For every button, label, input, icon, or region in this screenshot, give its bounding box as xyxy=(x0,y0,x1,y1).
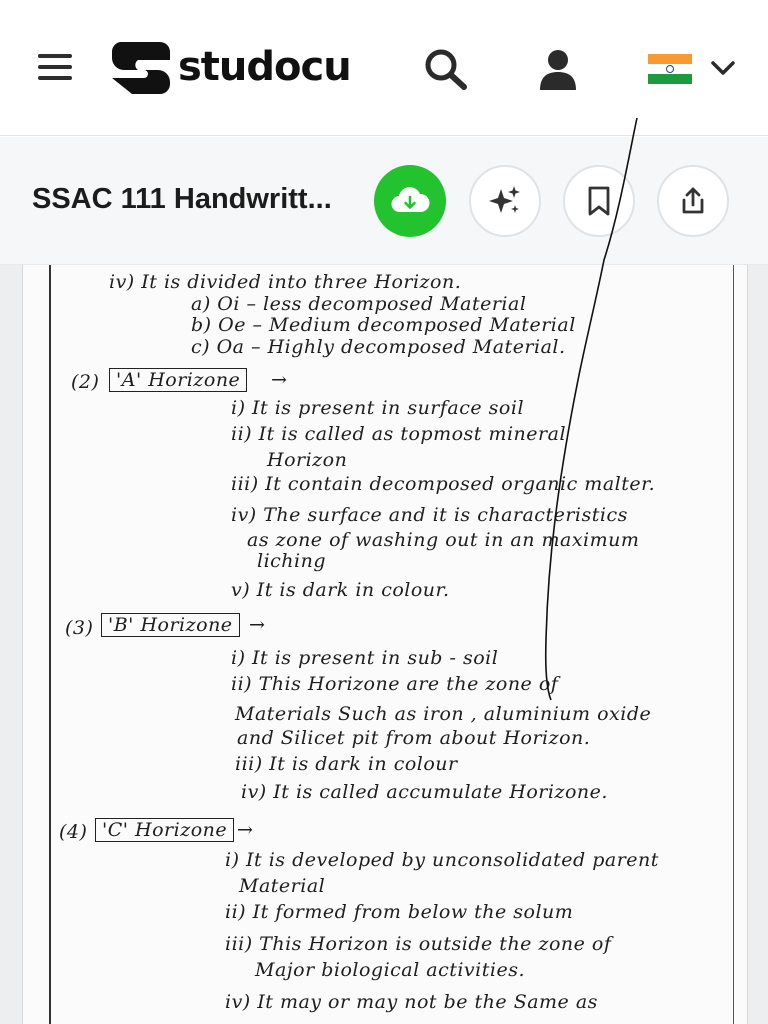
note-line: Materials Such as iron , aluminium oxide xyxy=(235,703,652,725)
note-line: ii) This Horizone are the zone of xyxy=(231,673,559,695)
note-line: iv) It may or may not be the Same as xyxy=(225,991,598,1013)
brand-name: studocu xyxy=(178,44,351,90)
note-line: iii) It contain decomposed organic malter. xyxy=(231,473,656,495)
document-action-bar xyxy=(0,137,768,265)
studocu-logo-icon xyxy=(110,40,172,96)
note-line: and Silicet pit from about Horizon. xyxy=(237,727,591,749)
handwritten-page xyxy=(22,265,748,1024)
arrow-icon: → xyxy=(249,614,266,636)
download-button[interactable] xyxy=(374,165,446,237)
note-line: iii) It is dark in colour xyxy=(235,753,458,775)
share-button[interactable] xyxy=(657,165,729,237)
note-line: ii) It is called as topmost mineral xyxy=(231,423,567,445)
arrow-icon: → xyxy=(271,369,288,391)
note-line: a) Oi – less decomposed Material xyxy=(191,293,527,315)
note-line: b) Oe – Medium decomposed Material xyxy=(191,314,576,336)
note-line: Major biological activities. xyxy=(255,959,525,981)
section-number: (3) xyxy=(65,617,94,639)
note-line: c) Oa – Highly decomposed Material. xyxy=(191,336,566,358)
share-icon xyxy=(677,185,709,217)
document-viewer[interactable] xyxy=(0,265,768,1024)
section-number: (4) xyxy=(59,821,88,843)
note-line: as zone of washing out in an maximum xyxy=(247,529,640,551)
note-line: iv) The surface and it is characteristics xyxy=(231,504,628,526)
bookmark-button[interactable] xyxy=(563,165,635,237)
section-heading: 'B' Horizone xyxy=(101,613,240,637)
india-flag-icon[interactable] xyxy=(648,54,692,84)
note-line: Horizon xyxy=(267,449,348,471)
studocu-logo[interactable] xyxy=(110,40,370,96)
bookmark-icon xyxy=(586,185,612,217)
hamburger-menu-icon[interactable] xyxy=(36,50,76,86)
note-line: i) It is present in sub - soil xyxy=(231,647,499,669)
note-line: iv) It is called accumulate Horizone. xyxy=(241,781,608,803)
section-heading: 'C' Horizone xyxy=(95,818,234,842)
ai-assistant-button[interactable] xyxy=(469,165,541,237)
note-line: v) It is dark in colour. xyxy=(231,579,450,601)
section-heading: 'A' Horizone xyxy=(109,368,247,392)
search-icon[interactable] xyxy=(422,46,470,92)
note-line: i) It is developed by unconsolidated parent xyxy=(225,849,659,871)
page-margin-line xyxy=(49,265,51,1024)
cloud-download-icon xyxy=(390,186,430,216)
section-number: (2) xyxy=(71,371,100,393)
document-title: SSAC 111 Handwritt... xyxy=(32,183,332,215)
note-line: ii) It formed from below the solum xyxy=(225,901,574,923)
arrow-icon: → xyxy=(237,819,254,841)
user-icon[interactable] xyxy=(536,48,580,92)
top-navigation-bar xyxy=(0,0,768,136)
page-border-line xyxy=(733,265,734,1024)
note-line: i) It is present in surface soil xyxy=(231,397,525,419)
sparkles-icon xyxy=(487,183,523,219)
note-line: liching xyxy=(257,550,327,572)
note-line: iii) This Horizon is outside the zone of xyxy=(225,933,612,955)
note-line: Material xyxy=(239,875,326,897)
chevron-down-icon[interactable] xyxy=(708,56,738,80)
note-line: iv) It is divided into three Horizon. xyxy=(109,271,462,293)
